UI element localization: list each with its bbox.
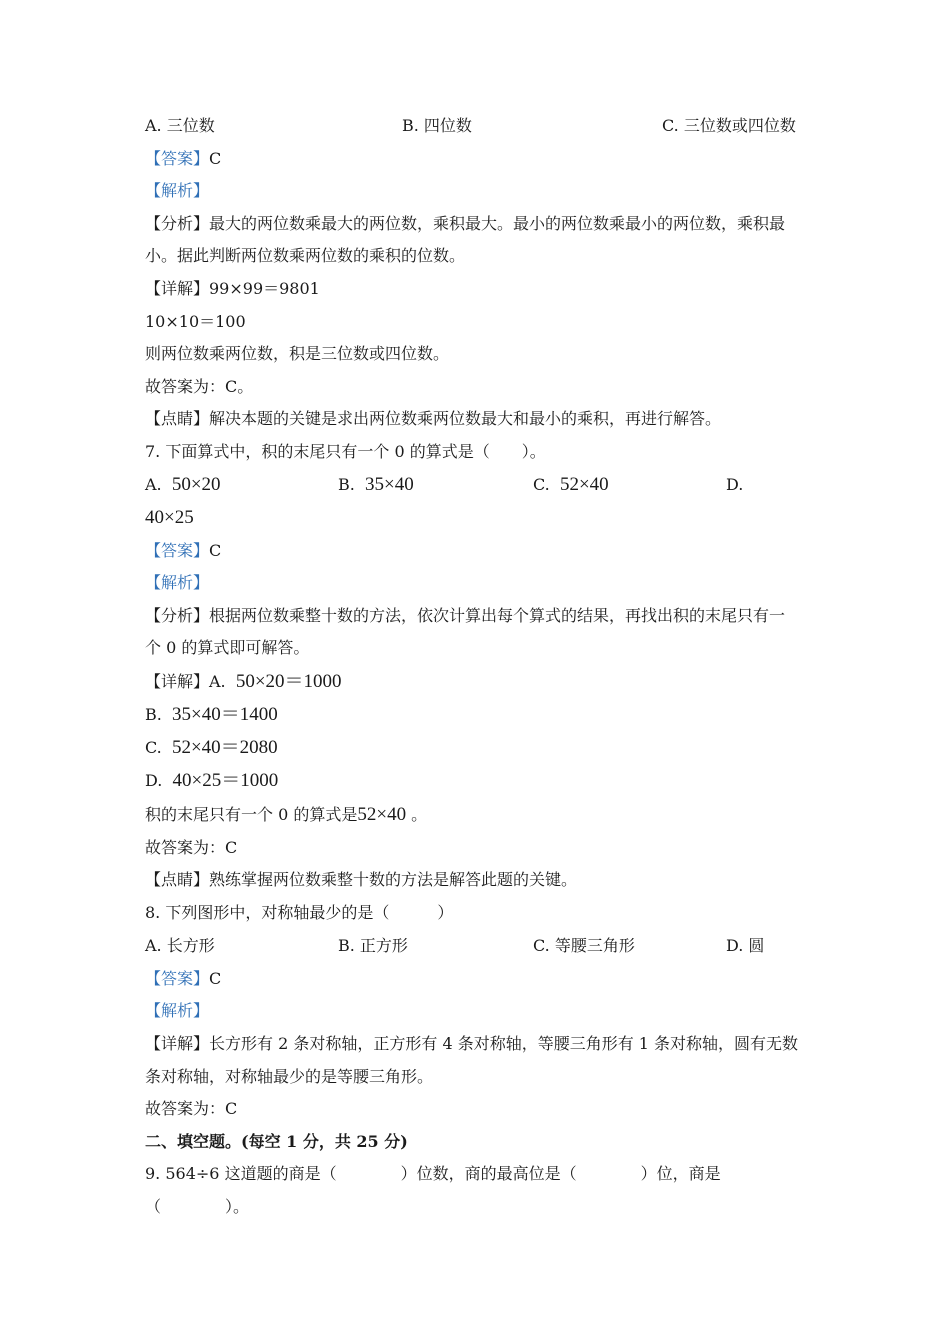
q6-option-b: B. 四位数 xyxy=(402,116,472,135)
option-expression: 50×20 xyxy=(171,474,221,495)
detail-letter: D. xyxy=(145,771,163,790)
q7-option-b xyxy=(338,473,414,497)
q8-final-answer: 故答案为：C xyxy=(145,1099,238,1118)
q7-detail-b xyxy=(145,703,278,727)
q9-stem-line-1: 9. 564÷6 这道题的商是（ ）位数，商的最高位是（ ）位，商是 xyxy=(145,1164,721,1183)
q6-comment: 【点睛】解决本题的关键是求出两位数乘两位数最大和最小的乘积，再进行解答。 xyxy=(145,409,722,428)
q7-analysis-line-2: 个 0 的算式即可解答。 xyxy=(145,638,310,657)
detail-expression: 35×40＝1400 xyxy=(172,704,278,725)
conclusion-end: 。 xyxy=(411,805,428,824)
answer-value: C xyxy=(209,541,222,560)
q8-option-d: D. 圆 xyxy=(726,936,765,955)
q7-detail-a xyxy=(145,670,342,694)
q8-option-c: C. 等腰三角形 xyxy=(533,936,635,955)
detail-expression: 52×40＝2080 xyxy=(171,737,278,758)
conclusion-expression: 52×40 xyxy=(357,804,407,825)
section-title: 二、填空题。(每空 1 分，共 25 分) xyxy=(145,1132,408,1151)
q7-option-a xyxy=(145,473,221,497)
option-expression: 52×40 xyxy=(559,474,609,495)
detail-letter: B. xyxy=(145,705,162,724)
conclusion-text: 积的末尾只有一个 0 的算式是 xyxy=(145,805,358,824)
q7-detail-d xyxy=(145,769,278,793)
answer-value: C xyxy=(209,969,222,988)
option-letter: C. xyxy=(533,475,550,494)
q7-option-d-letter: D. xyxy=(726,475,744,494)
q6-detail-line-3: 则两位数乘两位数，积是三位数或四位数。 xyxy=(145,344,450,363)
detail-expression: 40×25＝1000 xyxy=(172,770,279,791)
option-letter: B. xyxy=(338,475,355,494)
q8-detail-line-1: 【详解】长方形有 2 条对称轴，正方形有 4 条对称轴，等腰三角形有 1 条对称轴，圆有无数 xyxy=(145,1034,799,1053)
q8-stem: 8. 下列图形中，对称轴最少的是（ ） xyxy=(145,903,454,922)
q7-analysis-line-1: 【分析】根据两位数乘整十数的方法，依次计算出每个算式的结果，再找出积的末尾只有一 xyxy=(145,606,786,625)
q7-detail-c xyxy=(145,736,278,760)
q8-option-b: B. 正方形 xyxy=(338,936,408,955)
q8-detail-line-2: 条对称轴，对称轴最少的是等腰三角形。 xyxy=(145,1067,434,1086)
option-expression: 35×40 xyxy=(365,474,414,495)
q7-comment: 【点睛】熟练掌握两位数乘整十数的方法是解答此题的关键。 xyxy=(145,870,578,889)
q6-answer xyxy=(145,147,221,171)
answer-value: C xyxy=(209,149,222,168)
q8-jiexi-tag: 【解析】 xyxy=(145,1001,210,1020)
q7-option-c xyxy=(533,473,609,497)
q6-final-answer: 故答案为：C。 xyxy=(145,377,254,396)
q8-answer xyxy=(145,967,221,991)
q7-final-answer: 故答案为：C xyxy=(145,838,238,857)
q7-jiexi-tag: 【解析】 xyxy=(145,573,210,592)
q9-stem-line-2: （ ）。 xyxy=(145,1197,250,1216)
q8-option-a: A. 长方形 xyxy=(145,936,215,955)
q6-analysis-line-2: 小。据此判断两位数乘两位数的乘积的位数。 xyxy=(145,246,466,265)
answer-tag: 【答案】 xyxy=(145,149,210,168)
q6-detail-line-2: 10×10＝100 xyxy=(145,312,246,331)
answer-tag: 【答案】 xyxy=(145,969,210,988)
answer-tag: 【答案】 xyxy=(145,541,210,560)
detail-prefix: 【详解】A. xyxy=(145,672,226,691)
detail-expression: 50×20＝1000 xyxy=(235,671,342,692)
q6-jiexi-tag: 【解析】 xyxy=(145,181,210,200)
q6-option-c: C. 三位数或四位数 xyxy=(662,116,796,135)
q7-option-d-expression: 40×25 xyxy=(145,507,194,528)
q7-answer xyxy=(145,539,221,563)
q7-stem: 7. 下面算式中，积的末尾只有一个 0 的算式是（ ）。 xyxy=(145,442,546,461)
q6-option-a: A. 三位数 xyxy=(145,116,215,135)
option-letter: A. xyxy=(145,475,162,494)
q7-conclusion xyxy=(145,803,427,827)
q6-detail-line-1: 【详解】99×99＝9801 xyxy=(145,279,320,298)
q6-analysis-line-1: 【分析】最大的两位数乘最大的两位数，乘积最大。最小的两位数乘最小的两位数，乘积最 xyxy=(145,214,786,233)
detail-letter: C. xyxy=(145,738,162,757)
